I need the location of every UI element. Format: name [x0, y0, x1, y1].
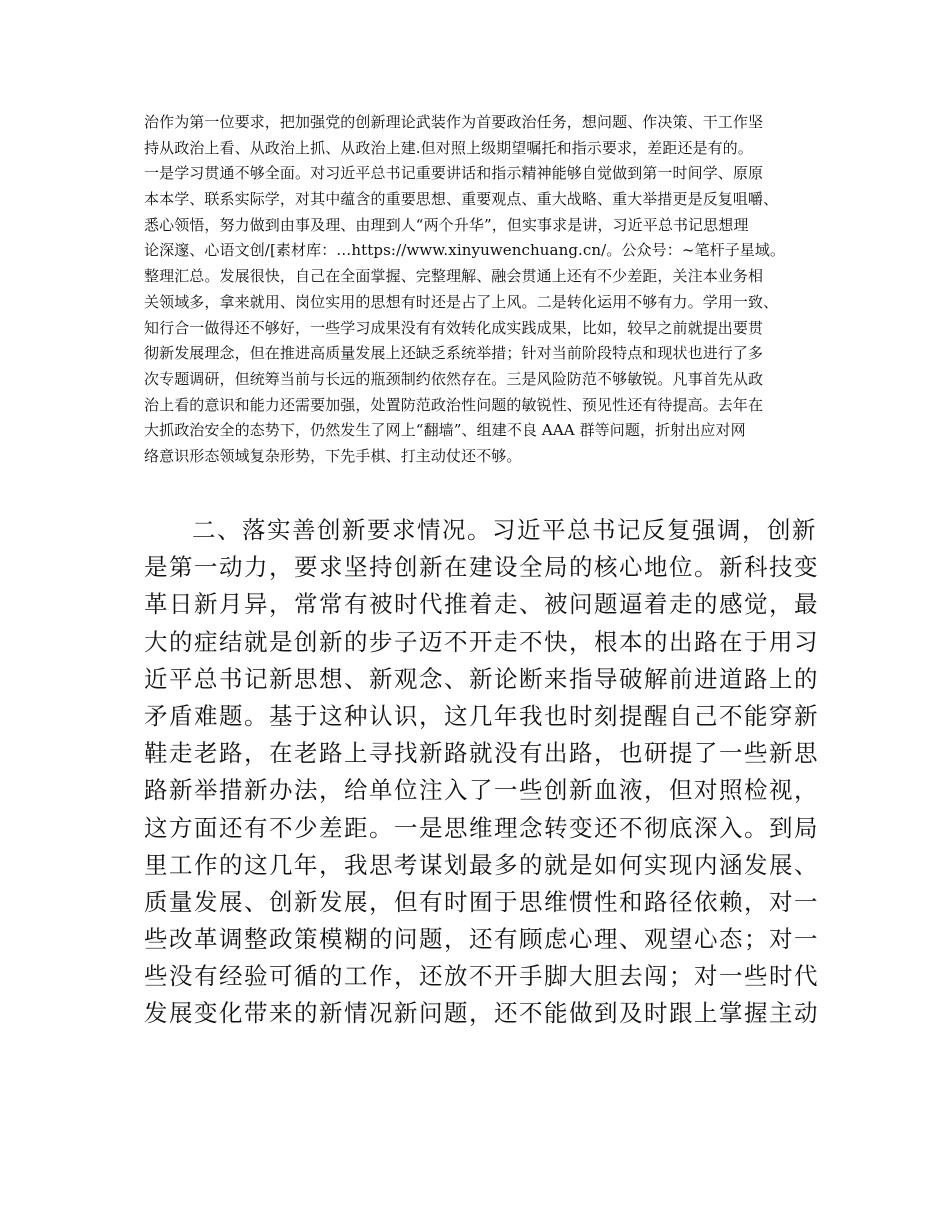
text-line: 革日新月异，常常有被时代推着走、被问题逼着走的感觉，最 — [144, 590, 819, 619]
text-line: 鞋走老路，在老路上寻找新路就没有出路，也研提了一些新思 — [144, 739, 819, 768]
text-line: 一是学习贯通不够全面。对习近平总书记重要讲话和指示精神能够自觉做到第一时间学、原原 — [144, 164, 764, 183]
text-line: 些改革调整政策模糊的问题，还有顾虑心理、观望心态；对一 — [144, 925, 819, 954]
text-line: 二、落实善创新要求情况。习近平总书记反复强调，创新 — [192, 516, 817, 544]
text-line: 彻新发展理念，但在推进高质量发展上还缺乏系统举措；针对当前阶段特点和现状也进行了多 — [144, 344, 764, 363]
text-line: 发展变化带来的新情况新问题，还不能做到及时跟上掌握主动 — [144, 999, 819, 1028]
text-line: 大抓政治安全的态势下，仍然发生了网上“翻墙”、组建不良 AAA 群等问题，折射出应对网 — [144, 421, 746, 440]
paragraph-large — [144, 512, 824, 1033]
text-line: 论深邃、心语文创/[素材库：…https://www.xinyuwenchuang.cn/。公众号：~笔杆子星域。 — [144, 241, 786, 260]
text-line: 是第一动力，要求坚持创新在建设全局的核心地位。新科技变 — [144, 553, 819, 582]
text-line: 络意识形态领域复杂形势，下先手棋、打主动仗还不够。 — [144, 446, 522, 465]
text-line: 些没有经验可循的工作，还放不开手脚大胆去闯；对一些时代 — [144, 962, 819, 991]
text-line: 关领域多，拿来就用、岗位实用的思想有时还是占了上风。二是转化运用不够有力。学用一致、 — [144, 292, 779, 311]
text-line: 治作为第一位要求，把加强党的创新理论武装作为首要政治任务，想问题、作决策、干工作坚 — [144, 113, 764, 131]
text-line: 本本学、联系实际学，对其中蕴含的重要思想、重要观点、重大战略、重大举措更是反复咀嚼、 — [144, 190, 779, 209]
text-line: 整理汇总。发展很快，自己在全面掌握、完整理解、融会贯通上还有不少差距，关注本业务相 — [144, 267, 764, 286]
text-line: 悉心领悟，努力做到由事及理、由理到人“两个升华”，但实事求是讲，习近平总书记思想理 — [144, 215, 749, 234]
text-line: 近平总书记新思想、新观念、新论断来指导破解前进道路上的 — [144, 664, 819, 693]
text-line: 治上看的意识和能力还需要加强，处置防范政治性问题的敏锐性、预见性还有待提高。去年在 — [144, 395, 764, 414]
text-line: 知行合一做得还不够好，一些学习成果没有有效转化成实践成果，比如，较早之前就提出要贯 — [144, 318, 764, 337]
paragraph-small — [144, 110, 824, 470]
text-line: 质量发展、创新发展，但有时囿于思维惯性和路径依赖，对一 — [144, 887, 819, 916]
text-line: 矛盾难题。基于这种认识，这几年我也时刻提醒自己不能穿新 — [144, 701, 819, 730]
text-line: 次专题调研，但统筹当前与长远的瓶颈制约依然存在。三是风险防范不够敏锐。凡事首先从政 — [144, 369, 764, 388]
text-line: 里工作的这几年，我思考谋划最多的就是如何实现内涵发展、 — [144, 850, 819, 879]
text-line: 路新举措新办法，给单位注入了一些创新血液，但对照检视， — [144, 776, 819, 805]
text-line: 这方面还有不少差距。一是思维理念转变还不彻底深入。到局 — [144, 813, 819, 842]
text-line: 大的症结就是创新的步子迈不开走不快，根本的出路在于用习 — [144, 627, 819, 656]
text-line: 持从政治上看、从政治上抓、从政治上建.但对照上级期望嘱托和指示要求，差距还是有的。 — [144, 138, 753, 157]
